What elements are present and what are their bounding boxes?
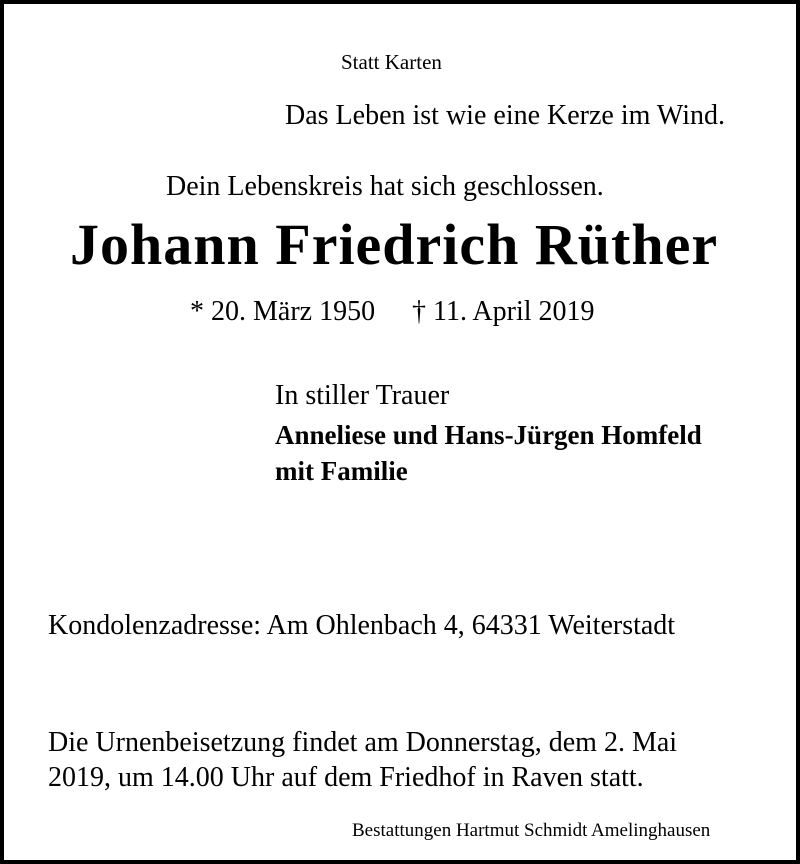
condolence-address: Kondolenzadresse: Am Ohlenbach 4, 64331 Weiterstadt bbox=[48, 610, 676, 641]
notice-header: Statt Karten bbox=[341, 50, 442, 74]
funeral-info-line: Die Urnenbeisetzung findet am Donnerstag, dem 2. Mai bbox=[48, 727, 678, 758]
death-date: † 11. April 2019 bbox=[412, 296, 595, 327]
circle-line: Dein Lebenskreis hat sich geschlossen. bbox=[166, 171, 604, 202]
birth-date: * 20. März 1950 bbox=[190, 296, 376, 327]
mourner-line: Anneliese und Hans-Jürgen Homfeld bbox=[275, 420, 702, 450]
mourner-line: mit Familie bbox=[275, 456, 408, 486]
undertaker-credit: Bestattungen Hartmut Schmidt Amelinghausen bbox=[352, 820, 711, 841]
quote-line: Das Leben ist wie eine Kerze im Wind. bbox=[285, 100, 725, 131]
mourning-intro: In stiller Trauer bbox=[275, 380, 450, 411]
funeral-info-line: 2019, um 14.00 Uhr auf dem Friedhof in Raven statt. bbox=[48, 762, 644, 793]
deceased-name: Johann Friedrich Rüther bbox=[70, 212, 719, 277]
